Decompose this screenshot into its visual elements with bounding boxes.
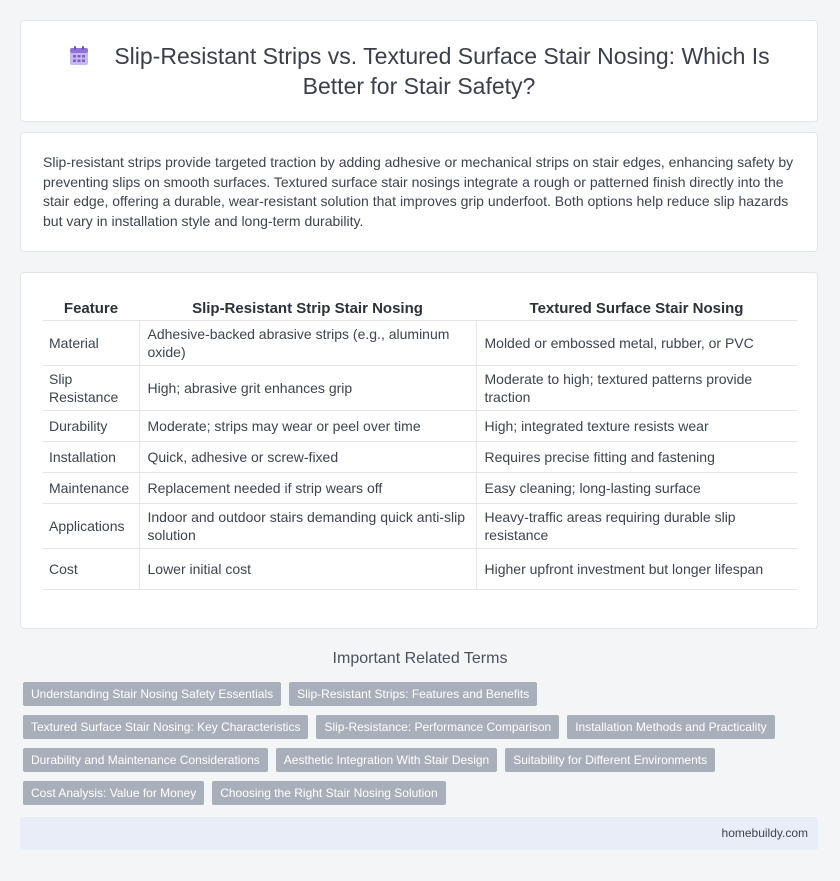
related-tag[interactable]: Textured Surface Stair Nosing: Key Characteristics (23, 715, 308, 739)
header-slip-resistant-strip: Slip-Resistant Strip Stair Nosing (139, 293, 476, 321)
row-strip-value: Indoor and outdoor stairs demanding quick anti-slip solution (139, 504, 476, 549)
related-tag[interactable]: Slip-Resistant Strips: Features and Benefits (289, 682, 537, 706)
header-textured-surface: Textured Surface Stair Nosing (476, 293, 797, 321)
page-title-text: Slip-Resistant Strips vs. Textured Surface Stair Nosing: Which Is Better for Stair Safety? (114, 43, 770, 99)
row-textured-value: Moderate to high; textured patterns provide traction (476, 366, 797, 411)
related-tag[interactable]: Slip-Resistance: Performance Comparison (316, 715, 559, 739)
row-strip-value: Adhesive-backed abrasive strips (e.g., aluminum oxide) (139, 321, 476, 366)
related-tag[interactable]: Choosing the Right Stair Nosing Solution (212, 781, 445, 805)
tag-row (23, 781, 803, 805)
footer (20, 817, 818, 850)
row-strip-value: Replacement needed if strip wears off (139, 473, 476, 504)
row-feature: Material (43, 321, 139, 366)
footer-site-link[interactable]: homebuildy.com (721, 826, 808, 840)
related-terms-title: Important Related Terms (332, 650, 508, 667)
row-textured-value: Easy cleaning; long-lasting surface (476, 473, 797, 504)
intro-card (20, 132, 818, 252)
tag-row (23, 715, 803, 739)
related-tag[interactable]: Cost Analysis: Value for Money (23, 781, 204, 805)
related-tag[interactable]: Installation Methods and Practicality (567, 715, 774, 739)
comparison-table (43, 293, 797, 590)
row-strip-value: High; abrasive grit enhances grip (139, 366, 476, 411)
table-row (43, 411, 797, 442)
page-title (61, 41, 777, 101)
header-feature: Feature (43, 293, 139, 321)
row-strip-value: Lower initial cost (139, 549, 476, 590)
row-textured-value: Requires precise fitting and fastening (476, 442, 797, 473)
row-textured-value: High; integrated texture resists wear (476, 411, 797, 442)
related-tag[interactable]: Durability and Maintenance Considerations (23, 748, 268, 772)
row-feature: Installation (43, 442, 139, 473)
row-strip-value: Moderate; strips may wear or peel over time (139, 411, 476, 442)
row-textured-value: Higher upfront investment but longer lifespan (476, 549, 797, 590)
table-row (43, 549, 797, 590)
table-row (43, 473, 797, 504)
row-feature: Applications (43, 504, 139, 549)
table-row (43, 504, 797, 549)
title-card (20, 20, 818, 122)
table-header-row (43, 293, 797, 321)
comparison-table-card (20, 272, 818, 629)
row-strip-value: Quick, adhesive or screw-fixed (139, 442, 476, 473)
row-feature: Cost (43, 549, 139, 590)
tag-row (23, 682, 803, 706)
related-terms-tags (23, 682, 803, 814)
row-feature: Maintenance (43, 473, 139, 504)
row-feature: Slip Resistance (43, 366, 139, 411)
calendar-icon (68, 45, 90, 67)
table-row (43, 321, 797, 366)
table-row (43, 442, 797, 473)
row-feature: Durability (43, 411, 139, 442)
row-textured-value: Heavy-traffic areas requiring durable slip resistance (476, 504, 797, 549)
related-tag[interactable]: Understanding Stair Nosing Safety Essentials (23, 682, 281, 706)
table-row (43, 366, 797, 411)
related-tag[interactable]: Suitability for Different Environments (505, 748, 715, 772)
row-textured-value: Molded or embossed metal, rubber, or PVC (476, 321, 797, 366)
related-tag[interactable]: Aesthetic Integration With Stair Design (276, 748, 497, 772)
tag-row (23, 748, 803, 772)
intro-paragraph: Slip-resistant strips provide targeted traction by adding adhesive or mechanical strips on stair edges, enhancing safety by preventing slips on smooth surfaces. Textured surface stair nosings integrate a rough or patterned finish directly into the stair edge, offering a durable, wear-resistant solution that improves grip underfoot. Both options help reduce slip hazards but vary in installation style and long-term durability. (43, 154, 794, 229)
